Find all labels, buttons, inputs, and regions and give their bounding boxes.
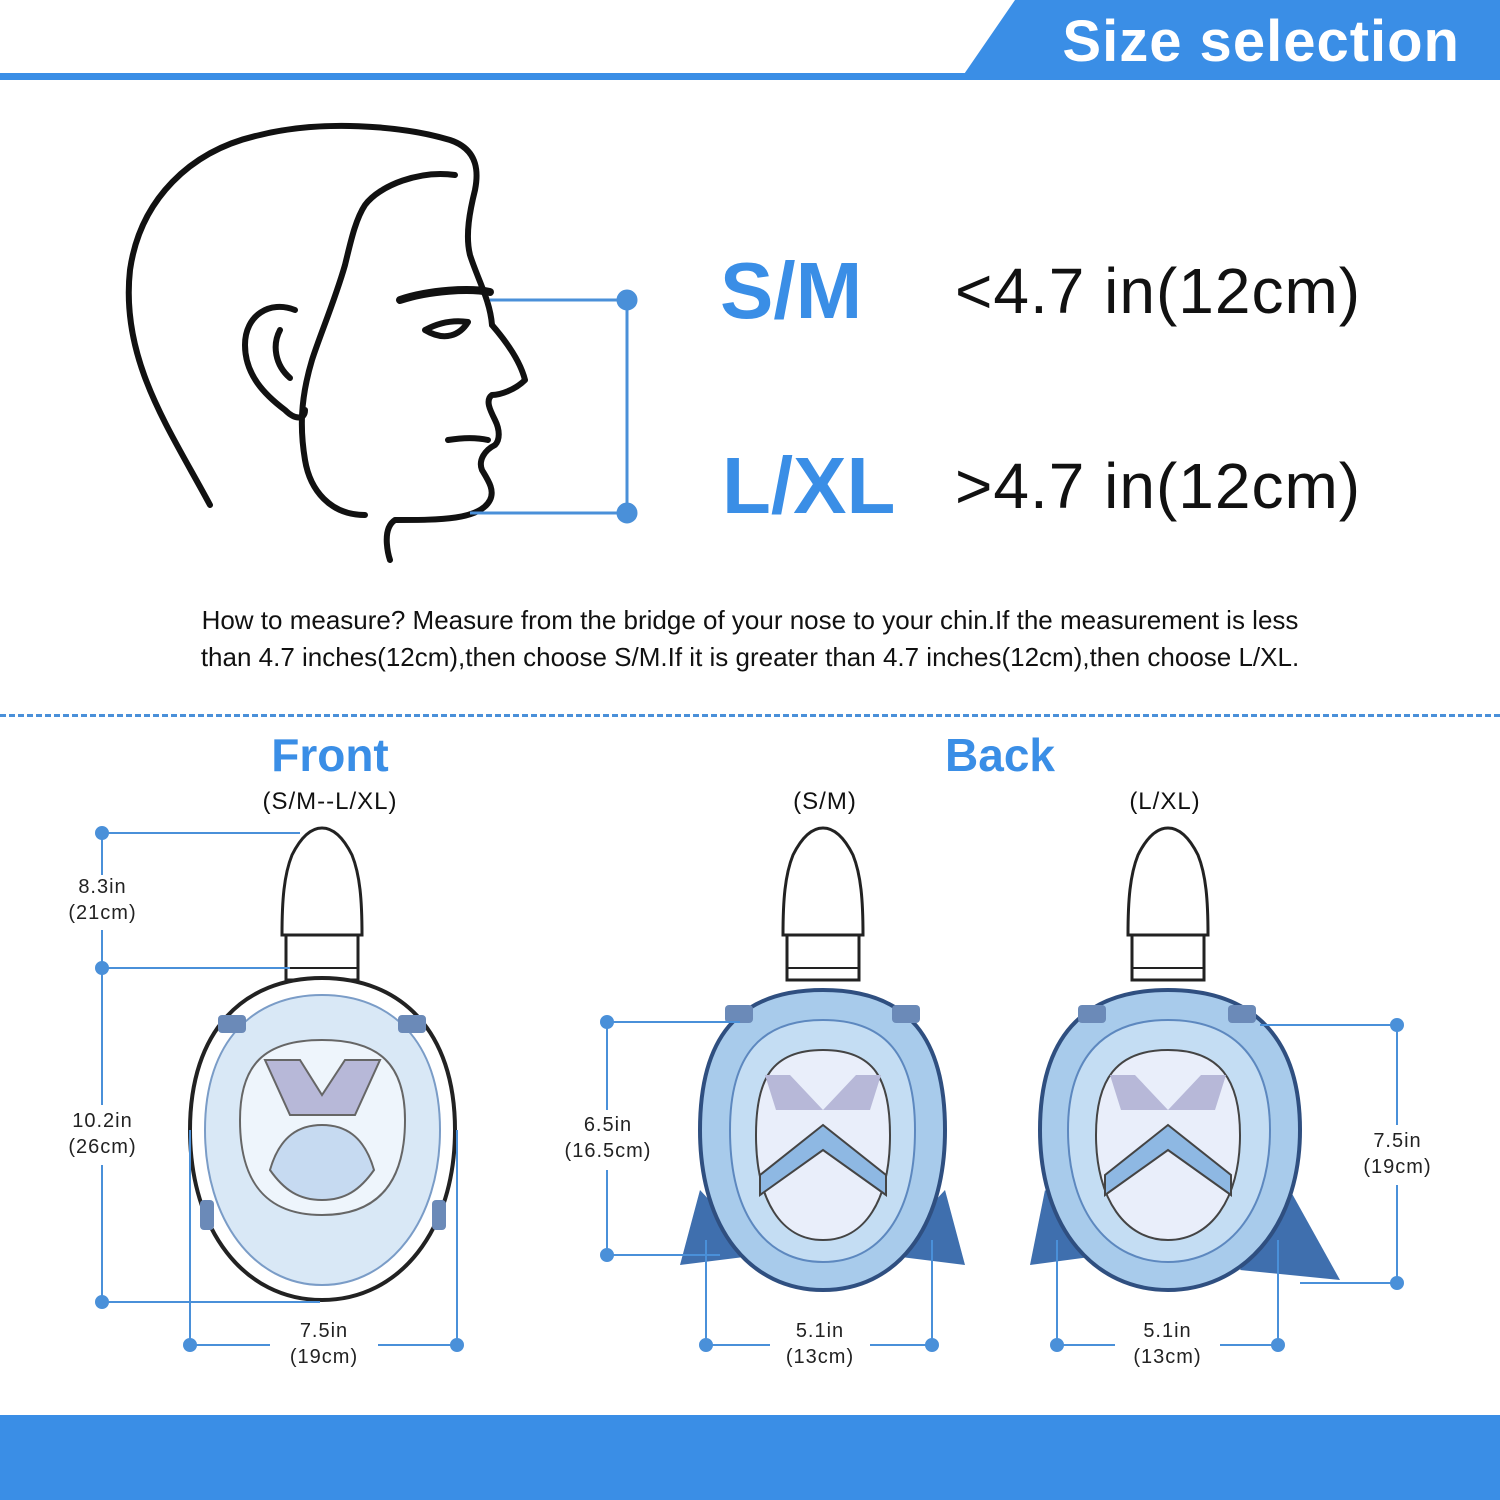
dim-cm: (13cm) bbox=[1133, 1346, 1202, 1368]
dim-cm: (26cm) bbox=[68, 1136, 137, 1158]
back-sm-width-dimension bbox=[770, 1318, 870, 1370]
dim-in: 7.5in bbox=[299, 1320, 349, 1342]
back-title: Back bbox=[945, 729, 1055, 781]
back-sm-subtitle: (S/M) bbox=[793, 788, 857, 815]
dim-in: 5.1in bbox=[1143, 1320, 1192, 1342]
size-value-lxl: >4.7 in(12cm) bbox=[955, 450, 1362, 522]
size-label-sm: S/M bbox=[720, 246, 863, 335]
instructions-line-1: How to measure? Measure from the bridge of your nose to your chin.If the measurement is less bbox=[201, 605, 1299, 635]
instructions-line-2: than 4.7 inches(12cm),then choose S/M.If it is greater than 4.7 inches(12cm),then choose L/XL. bbox=[200, 642, 1300, 672]
dim-in: 5.1in bbox=[795, 1320, 845, 1342]
front-width-dimension bbox=[270, 1318, 378, 1370]
page-title: Size selection bbox=[1062, 9, 1460, 74]
dim-in: 6.5in bbox=[583, 1114, 633, 1136]
dim-cm: (19cm) bbox=[289, 1346, 359, 1368]
back-lxl-width-dimension bbox=[1115, 1318, 1220, 1370]
dim-cm: (13cm) bbox=[785, 1346, 855, 1368]
dashed-divider bbox=[0, 714, 1500, 717]
dim-in: 8.3in bbox=[78, 876, 127, 898]
back-lxl-subtitle: (L/XL) bbox=[1129, 788, 1201, 815]
dim-cm: (21cm) bbox=[68, 902, 137, 924]
dim-in: 7.5in bbox=[1373, 1130, 1422, 1152]
front-title: Front bbox=[271, 729, 389, 781]
front-height-dimension bbox=[50, 1108, 155, 1160]
front-subtitle: (S/M--L/XL) bbox=[262, 788, 398, 815]
back-sm-mask bbox=[680, 828, 965, 1290]
size-label-lxl: L/XL bbox=[722, 441, 896, 530]
front-top-dimension bbox=[50, 874, 155, 926]
front-mask bbox=[190, 828, 455, 1300]
dim-cm: (19cm) bbox=[1363, 1156, 1432, 1178]
back-lxl-mask bbox=[1030, 828, 1340, 1290]
back-lxl-height-dimension bbox=[1345, 1128, 1450, 1180]
size-value-sm: <4.7 in(12cm) bbox=[955, 255, 1362, 327]
back-sm-height-dimension bbox=[548, 1112, 668, 1164]
dim-in: 10.2in bbox=[72, 1110, 133, 1132]
measure-instructions bbox=[60, 602, 1440, 676]
footer-bar bbox=[0, 1415, 1500, 1500]
dim-cm: (16.5cm) bbox=[564, 1140, 652, 1162]
